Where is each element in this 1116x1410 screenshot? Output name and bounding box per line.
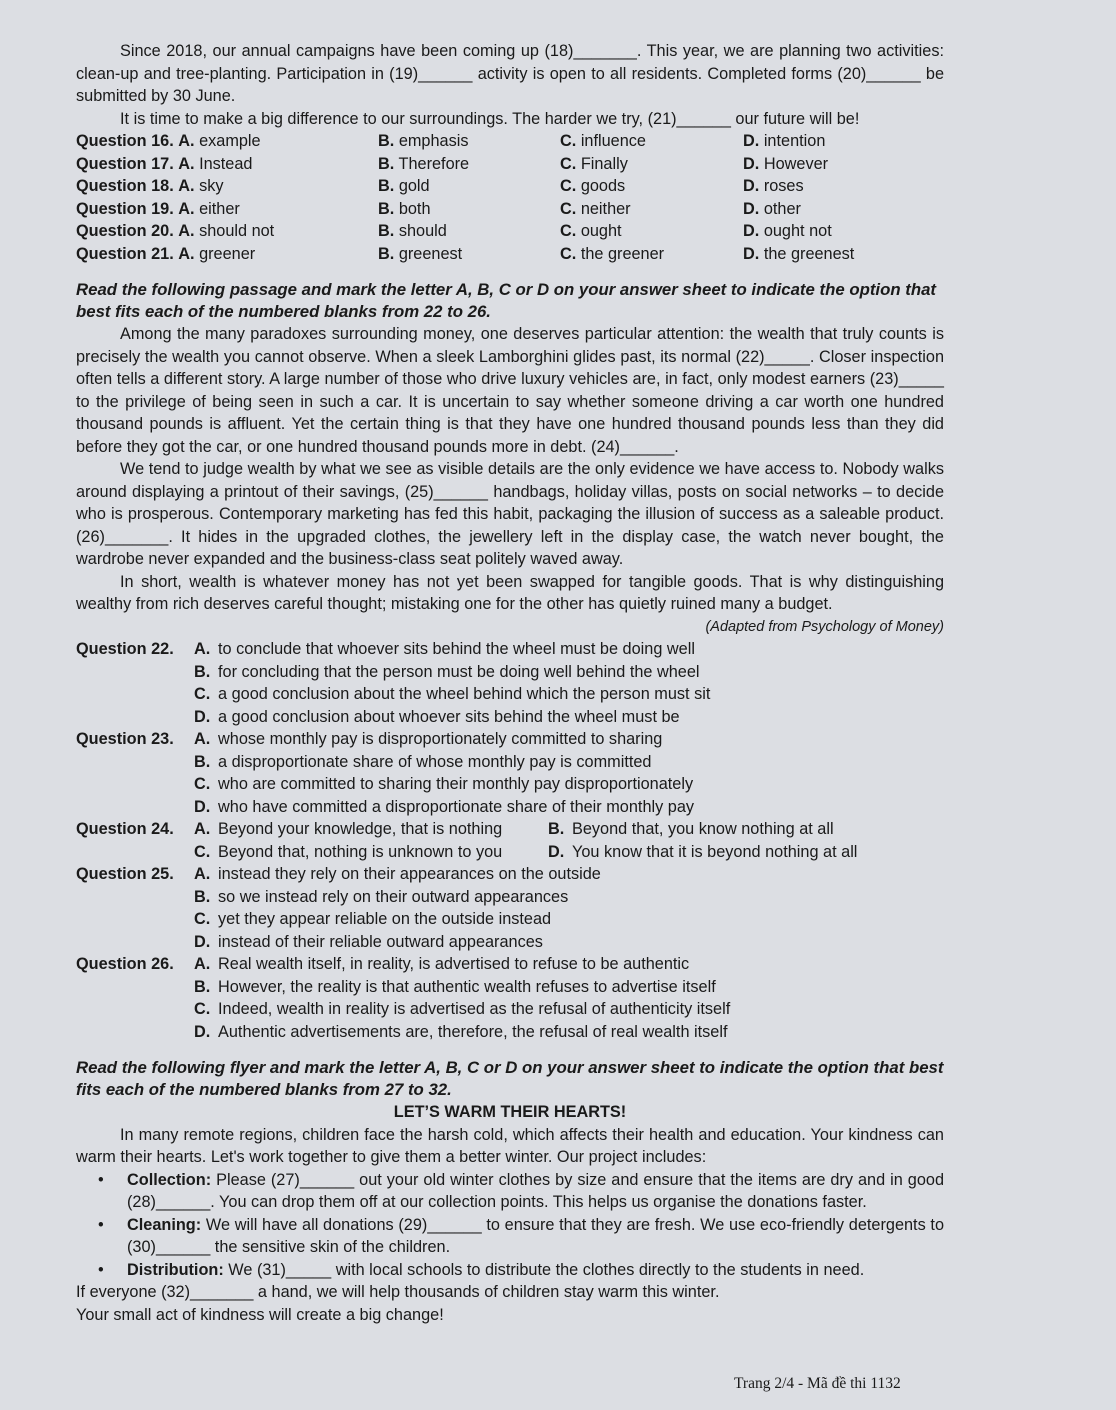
passage2-paragraph-3: In short, wealth is whatever money has not yet been swapped for tangible goods. That is why distinguishing wealthy from rich deserves careful thought; mistaking one for the other has quietly ruined many a budget. (76, 572, 944, 613)
question-20-option-b[interactable]: B. should (378, 222, 447, 240)
option-c[interactable]: C. a good conclusion about the wheel behind which the person must sit (194, 685, 711, 703)
question-21-option-c[interactable]: C. the greener (560, 244, 665, 263)
bullet-collection: • Collection: Please (27)______ out your old winter clothes by size and ensure that the items are dry and in good (28)______. You can drop them off at our collection points. This helps us organise the donations faster. (98, 1170, 944, 1211)
option-d[interactable]: D. instead of their reliable outward appearances (194, 932, 543, 951)
section-heading-22-26: Read the following passage and mark the letter A, B, C or D on your answer sheet to indicate the option that best fits each of the numbered blanks from 22 to 26. (76, 280, 937, 321)
question-19-option-b[interactable]: B. both (378, 199, 431, 218)
flyer-intro: In many remote regions, children face the harsh cold, which affects their health and education. Your kindness can warm their hearts. Let's work together to give them a better winter. Our project includes: (76, 1125, 944, 1166)
passage-source: (Adapted from Psychology of Money) (705, 618, 944, 635)
option-c[interactable]: C. Beyond that, nothing is unknown to you (194, 842, 503, 861)
option-a[interactable]: A. whose monthly pay is disproportionately committed to sharing (194, 730, 663, 748)
question-18-option-b[interactable]: B. gold (378, 177, 430, 195)
question-19-option-c[interactable]: C. neither (560, 199, 631, 218)
question-set-16-21 (76, 130, 944, 265)
section-heading-27-32: Read the following flyer and mark the letter A, B, C or D on your answer sheet to indicate the option that best fits each of the numbered blanks from 27 to 32. (76, 1058, 944, 1099)
question-21-option-d[interactable]: D. the greenest (743, 244, 855, 263)
passage1-paragraph-1: Since 2018, our annual campaigns have been coming up (18)_______. This year, we are planning two activities: clean-up and tree-planting. Participation in (19)______ activity is open to all residents. Completed forms (20)______ be submitted by 30 June. (76, 42, 944, 105)
passage1-paragraph-2: It is time to make a big difference to our surroundings. The harder we try, (21)______ our future will be! (120, 109, 860, 128)
option-b[interactable]: B. a disproportionate share of whose monthly pay is committed (194, 752, 652, 771)
question-24 (76, 818, 944, 863)
bullet-cleaning: • Cleaning: We will have all donations (29)______ to ensure that they are fresh. We use eco-friendly detergents to (30)______ the sensitive skin of the children. (98, 1215, 944, 1256)
question-label: Question 24. (76, 820, 174, 838)
question-22 (76, 638, 944, 728)
question-20-option-a[interactable]: Question 20. A. should not (76, 222, 275, 240)
bullet-dot-icon: • (98, 1260, 104, 1279)
question-17-option-a[interactable]: Question 17. A. Instead (76, 154, 253, 173)
question-18-option-d[interactable]: D. roses (743, 177, 804, 195)
question-19-option-a[interactable]: Question 19. A. either (76, 199, 240, 218)
question-25 (76, 863, 944, 953)
bullet-dot-icon: • (98, 1170, 104, 1189)
question-16-option-c[interactable]: C. influence (560, 132, 646, 150)
question-18-option-c[interactable]: C. goods (560, 177, 626, 195)
question-label: Question 23. (76, 730, 174, 748)
option-b[interactable]: B. so we instead rely on their outward appearances (194, 887, 569, 906)
option-d[interactable]: D. Authentic advertisements are, therefore, the refusal of real wealth itself (194, 1022, 728, 1041)
option-c[interactable]: C. Indeed, wealth in reality is advertised as the refusal of authenticity itself (194, 1000, 731, 1018)
option-a[interactable]: A. to conclude that whoever sits behind the wheel must be doing well (194, 640, 695, 658)
option-c[interactable]: C. yet they appear reliable on the outside instead (194, 910, 552, 928)
option-b[interactable]: B. Beyond that, you know nothing at all (548, 820, 834, 838)
question-17-option-b[interactable]: B. Therefore (378, 154, 470, 173)
option-a[interactable]: A. Beyond your knowledge, that is nothing (194, 820, 503, 838)
question-16-option-a[interactable]: Question 16. A. example (76, 132, 261, 150)
question-19-option-d[interactable]: D. other (743, 199, 801, 218)
question-16-option-d[interactable]: D. intention (743, 132, 826, 150)
question-17-option-d[interactable]: D. However (743, 154, 829, 173)
option-b[interactable]: B. for concluding that the person must be doing well behind the wheel (194, 662, 700, 681)
question-26 (76, 953, 944, 1043)
question-label: Question 25. (76, 865, 174, 883)
question-label: Question 22. (76, 640, 174, 658)
question-17-option-c[interactable]: C. Finally (560, 154, 628, 173)
option-b[interactable]: B. However, the reality is that authentic wealth refuses to advertise itself (194, 977, 716, 996)
flyer-closing-2: Your small act of kindness will create a big change! (76, 1305, 444, 1324)
option-a[interactable]: A. Real wealth itself, in reality, is advertised to refuse to be authentic (194, 955, 690, 973)
passage2-paragraph-2: We tend to judge wealth by what we see as visible details are the only evidence we have access to. Nobody walks around displaying a printout of their savings, (25)______ handbags, holiday villas, posts on social networks – to decide who is prosperous. Contemporary marketing has fed this habit, packaging the illusion of success as a saleable product. (26)_______. It hides in the upgraded clothes, the jewellery left in the display case, the watch never bought, the wardrobe never expanded and the business-class seat politely waved away. (76, 460, 944, 568)
page-footer: Trang 2/4 - Mã đề thi 1132 (734, 1375, 901, 1392)
page-content (76, 40, 944, 1326)
question-20-option-c[interactable]: C. ought (560, 222, 622, 240)
option-a[interactable]: A. instead they rely on their appearances on the outside (194, 865, 601, 883)
question-23 (76, 728, 944, 818)
flyer-title: LET’S WARM THEIR HEARTS! (393, 1103, 627, 1121)
passage2-paragraph-1: Among the many paradoxes surrounding money, one deserves particular attention: the wealth that truly counts is precisely the wealth you cannot observe. When a sleek Lamborghini glides past, its normal (22)_____. Closer inspection often tells a different story. A large number of those who drive luxury vehicles are, in fact, only modest earners (23)_____ to the privilege of being seen in such a car. It is uncertain to say whether someone driving a car worth one hundred thousand pounds is affluent. Yet the certain thing is that they have one hundred thousand pounds less than they did before they got the car, or one hundred thousand pounds more in debt. (24)______. (76, 325, 944, 456)
question-16-option-b[interactable]: B. emphasis (378, 132, 469, 150)
bullet-dot-icon: • (98, 1215, 104, 1234)
option-d[interactable]: D. a good conclusion about whoever sits behind the wheel must be (194, 707, 680, 726)
question-label: Question 26. (76, 955, 174, 973)
question-20-option-d[interactable]: D. ought not (743, 222, 832, 240)
option-d[interactable]: D. You know that it is beyond nothing at all (548, 842, 858, 861)
option-d[interactable]: D. who have committed a disproportionate share of their monthly pay (194, 797, 695, 816)
option-c[interactable]: C. who are committed to sharing their monthly pay disproportionately (194, 775, 694, 793)
bullet-distribution: • Distribution: We (31)_____ with local schools to distribute the clothes directly to the students in need. (76, 1259, 944, 1282)
question-21-option-b[interactable]: B. greenest (378, 244, 463, 263)
question-18-option-a[interactable]: Question 18. A. sky (76, 177, 224, 195)
flyer-bullet-list (76, 1169, 944, 1282)
question-21-option-a[interactable]: Question 21. A. greener (76, 244, 256, 263)
flyer-closing-1: If everyone (32)_______ a hand, we will help thousands of children stay warm this winter. (76, 1283, 720, 1301)
